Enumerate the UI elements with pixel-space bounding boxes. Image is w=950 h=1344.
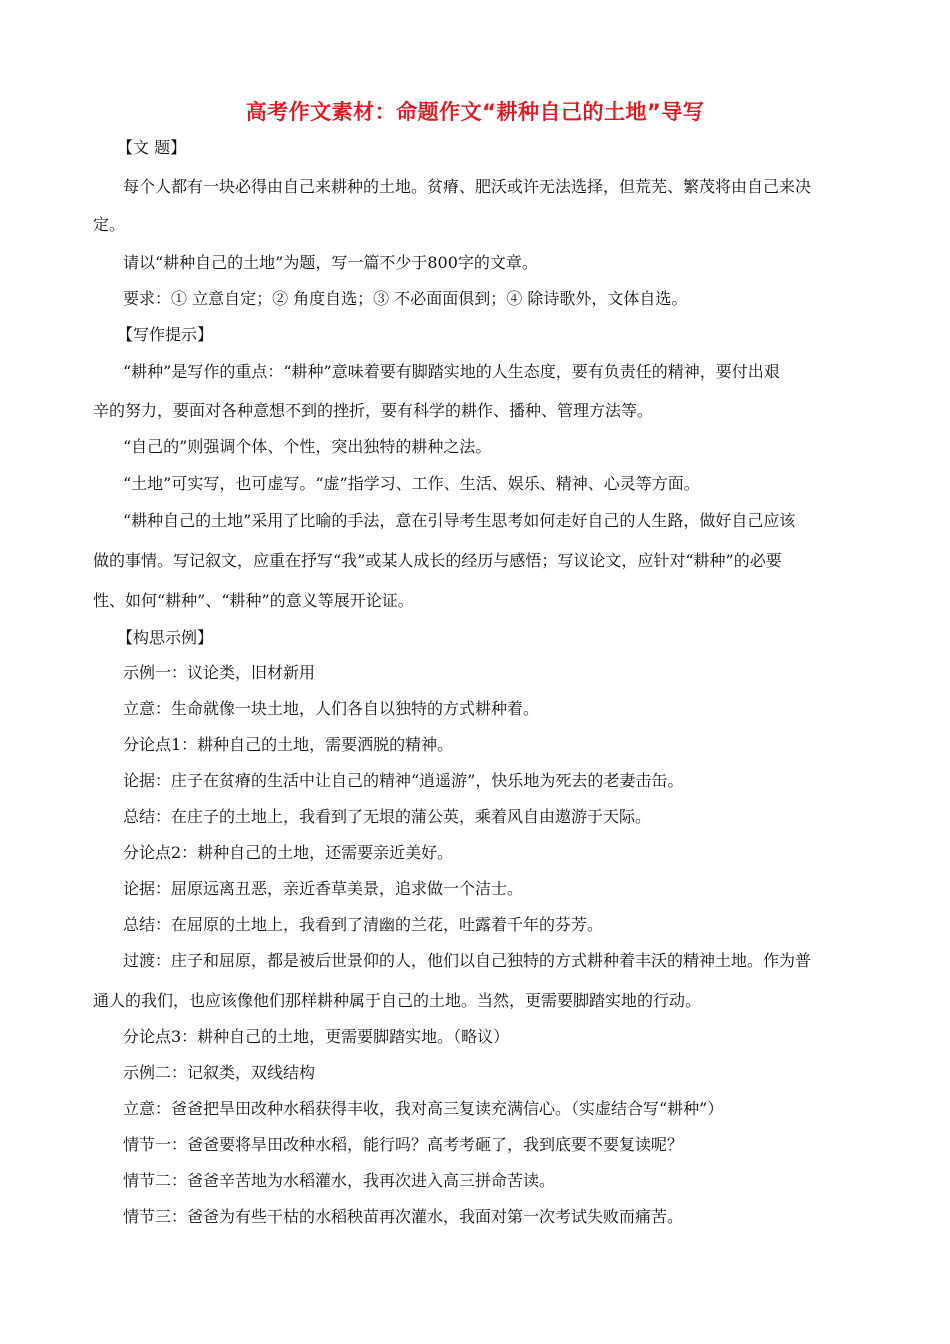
paragraph-line: “自己的”则强调个体、个性，突出独特的耕种之法。 [123, 437, 492, 456]
paragraph-line: 要求：① 立意自定；② 角度自选；③ 不必面面俱到；④ 除诗歌外，文体自选。 [123, 289, 688, 308]
paragraph-line: 总结：在庄子的土地上，我看到了无垠的蒲公英，乘着风自由遨游于天际。 [123, 807, 652, 826]
paragraph-line: 总结：在屈原的土地上，我看到了清幽的兰花，吐露着千年的芬芳。 [123, 915, 604, 934]
paragraph-line: 辛的努力，要面对各种意想不到的挫折，要有科学的耕作、播种、管理方法等。 [93, 401, 654, 420]
paragraph-line: “耕种”是写作的重点：“耕种”意味着要有脚踏实地的人生态度，要有负责任的精神，要付出艰 [123, 362, 780, 381]
paragraph-line: 请以“耕种自己的土地”为题，写一篇不少于800字的文章。 [123, 253, 538, 272]
paragraph-line: 定。 [93, 215, 126, 234]
paragraph-line: 分论点1：耕种自己的土地，需要洒脱的精神。 [123, 735, 454, 754]
paragraph-line: 情节一：爸爸要将旱田改种水稻，能行吗？高考考砸了，我到底要不要复读呢？ [123, 1135, 684, 1154]
paragraph-line: 过渡：庄子和屈原，都是被后世景仰的人，他们以自己独特的方式耕种着丰沃的精神土地。作为普 [123, 951, 812, 970]
paragraph-line: 通人的我们，也应该像他们那样耕种属于自己的土地。当然，更需要脚踏实地的行动。 [93, 991, 702, 1010]
paragraph-line: 立意：爸爸把旱田改种水稻获得丰收，我对高三复读充满信心。（实虚结合写“耕种”） [123, 1099, 724, 1118]
paragraph-line: 论据：庄子在贫瘠的生活中让自己的精神“逍遥游”，快乐地为死去的老妻击缶。 [123, 771, 684, 790]
paragraph-line: “耕种自己的土地”采用了比喻的手法，意在引导考生思考如何走好自己的人生路，做好自己应该 [123, 511, 796, 530]
paragraph-line: “土地”可实写，也可虚写。“虚”指学习、工作、生活、娱乐、精神、心灵等方面。 [123, 474, 700, 493]
paragraph-line: 论据：屈原远离丑恶，亲近香草美景，追求做一个洁士。 [123, 879, 524, 898]
paragraph-line: 分论点3：耕种自己的土地，更需要脚踏实地。（略议） [123, 1027, 510, 1046]
paragraph-line: 每个人都有一块必得由自己来耕种的土地。贫瘠、肥沃或许无法选择，但荒芜、繁茂将由自己来决 [123, 177, 812, 196]
section-heading-gousi: 【构思示例】 [117, 628, 214, 647]
paragraph-line: 分论点2：耕种自己的土地，还需要亲近美好。 [123, 843, 454, 862]
paragraph-line: 情节二：爸爸辛苦地为水稻灌水，我再次进入高三拼命苦读。 [123, 1171, 556, 1190]
paragraph-line: 立意：生命就像一块土地，人们各自以独特的方式耕种着。 [123, 699, 540, 718]
example-heading: 示例一：议论类，旧材新用 [123, 663, 316, 682]
paragraph-line: 情节三：爸爸为有些干枯的水稻秧苗再次灌水，我面对第一次考试失败而痛苦。 [123, 1207, 684, 1226]
section-heading-tishi: 【写作提示】 [117, 325, 214, 344]
document-title: 高考作文素材：命题作文“耕种自己的土地”导写 [245, 100, 705, 124]
paragraph-line: 性、如何“耕种”、“耕种”的意义等展开论证。 [93, 591, 414, 610]
example-heading: 示例二：记叙类，双线结构 [123, 1063, 316, 1082]
paragraph-line: 做的事情。写记叙文，应重在抒写“我”或某人成长的经历与感悟；写议论文，应针对“耕种”的必要 [93, 551, 782, 570]
section-heading-wenti: 【文 题】 [117, 138, 187, 157]
